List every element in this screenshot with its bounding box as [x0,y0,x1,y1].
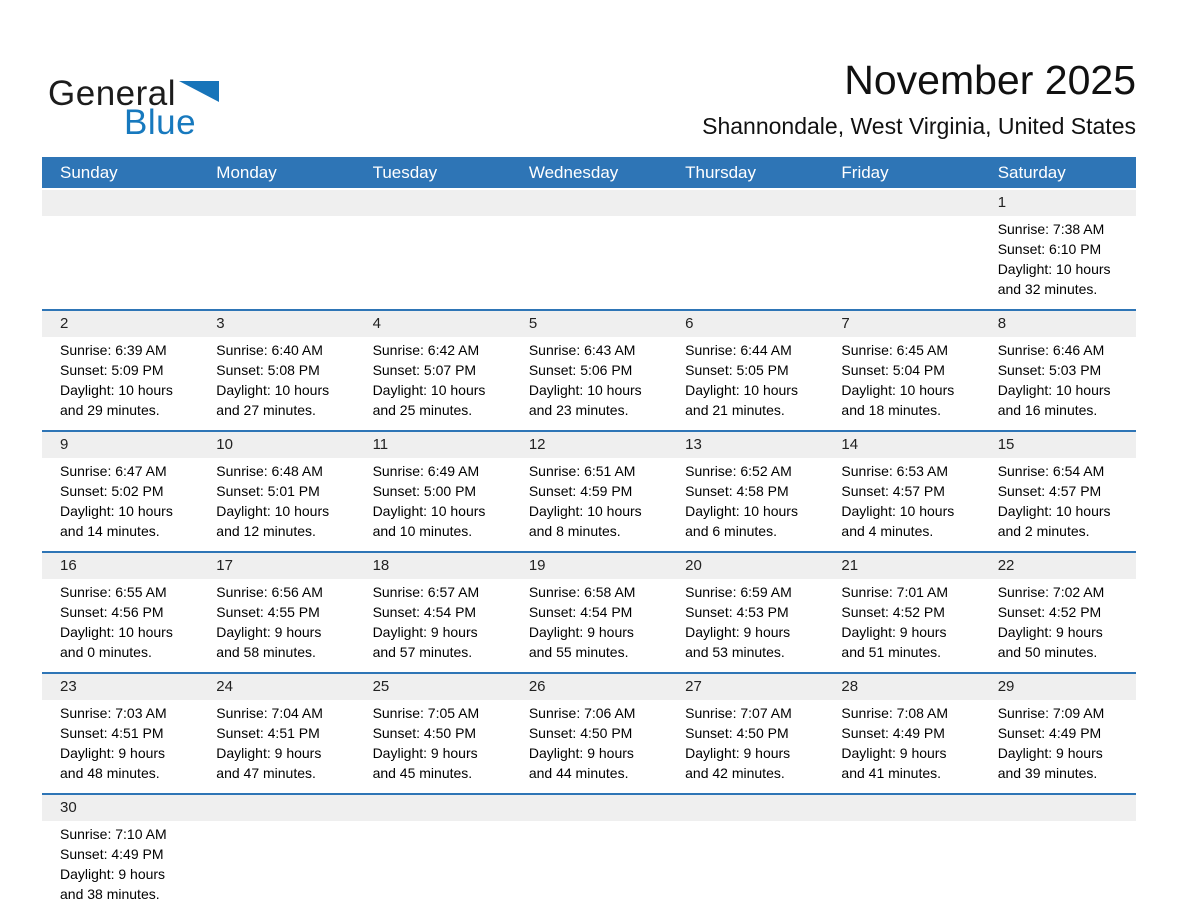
day-detail-line: Sunrise: 6:51 AM [528,463,636,479]
weekday-header-sunday: Sunday [60,163,118,182]
empty-day-cell [667,190,823,307]
empty-day-cell [355,190,511,307]
day-cell-25 [355,674,511,791]
day-detail-line: Daylight: 9 hours [685,745,791,761]
day-number: 4 [355,311,511,337]
day-number: 9 [42,432,198,458]
day-detail-line: Sunrise: 6:39 AM [60,342,167,358]
day-number: 23 [42,674,198,700]
day-details [355,337,511,428]
general-blue-logo [48,76,219,140]
day-detail-line: Sunrise: 7:07 AM [685,705,792,721]
day-details [980,579,1136,670]
day-detail-line: Daylight: 9 hours [216,745,322,761]
empty-day-cell [667,795,823,912]
day-detail-line: Sunset: 4:51 PM [216,725,320,741]
day-detail-line: and 10 minutes. [372,523,473,539]
logo-text-blue: Blue [124,103,197,142]
day-cell-3 [198,311,354,428]
day-number: 19 [511,553,667,579]
weekday-header-tuesday: Tuesday [372,163,438,182]
day-detail-line: Sunset: 4:57 PM [997,483,1102,499]
day-number [823,190,979,216]
day-cell-26 [511,674,667,791]
day-detail-line: Daylight: 10 hours [997,261,1111,277]
day-detail-line: Daylight: 10 hours [216,503,330,519]
day-number: 7 [823,311,979,337]
day-detail-line: Sunrise: 7:03 AM [60,705,167,721]
day-cell-22 [980,553,1136,670]
day-cell-1 [980,190,1136,307]
day-details [667,216,823,296]
day-detail-line: Daylight: 10 hours [216,382,330,398]
day-detail-line: Sunset: 5:01 PM [216,483,320,499]
day-detail-line: Sunrise: 6:54 AM [997,463,1105,479]
day-detail-line: Daylight: 10 hours [528,382,642,398]
day-detail-line: Daylight: 9 hours [528,745,634,761]
day-cell-9 [42,432,198,549]
day-detail-line: and 8 minutes. [528,523,621,539]
day-cell-15 [980,432,1136,549]
day-detail-line: and 32 minutes. [997,281,1098,297]
day-number: 29 [980,674,1136,700]
day-cell-21 [823,553,979,670]
day-detail-line: Sunrise: 7:02 AM [997,584,1105,600]
day-detail-line: Daylight: 9 hours [216,624,322,640]
day-detail-line: Sunrise: 6:59 AM [685,584,792,600]
day-detail-line: and 2 minutes. [997,523,1090,539]
day-detail-line: Daylight: 9 hours [841,745,947,761]
day-details [980,337,1136,428]
day-number: 18 [355,553,511,579]
day-cell-11 [355,432,511,549]
day-number: 24 [198,674,354,700]
day-detail-line: and 6 minutes. [685,523,777,539]
day-details [823,337,979,428]
day-detail-line: and 44 minutes. [528,765,629,781]
day-cell-7 [823,311,979,428]
day-details [198,216,354,296]
day-detail-line: and 16 minutes. [997,402,1098,418]
day-details [511,458,667,549]
day-cell-4 [355,311,511,428]
day-detail-line: and 47 minutes. [216,765,316,781]
day-details [980,216,1136,307]
day-cell-28 [823,674,979,791]
day-detail-line: and 51 minutes. [841,644,942,660]
title-block [702,58,1136,141]
day-number: 3 [198,311,354,337]
day-detail-line: and 21 minutes. [685,402,785,418]
day-detail-line: Sunrise: 6:45 AM [841,342,949,358]
empty-day-cell [511,190,667,307]
weekday-header-saturday: Saturday [997,163,1066,182]
day-details [198,337,354,428]
day-number [355,190,511,216]
day-detail-line: Sunset: 5:02 PM [60,483,164,499]
day-details [980,458,1136,549]
day-detail-line: Sunset: 5:08 PM [216,362,320,378]
day-number: 20 [667,553,823,579]
day-detail-line: Sunrise: 6:57 AM [372,584,480,600]
day-number: 5 [511,311,667,337]
day-detail-line: Sunset: 4:52 PM [997,604,1102,620]
day-number: 11 [355,432,511,458]
day-detail-line: and 0 minutes. [60,644,152,660]
day-detail-line: Sunset: 4:55 PM [216,604,320,620]
day-number: 14 [823,432,979,458]
day-detail-line: Daylight: 9 hours [841,624,947,640]
day-detail-line: Daylight: 9 hours [997,624,1103,640]
day-detail-line: and 14 minutes. [60,523,160,539]
day-detail-line: and 41 minutes. [841,765,942,781]
day-cell-17 [198,553,354,670]
day-detail-line: Daylight: 9 hours [997,745,1103,761]
day-detail-line: and 25 minutes. [372,402,473,418]
day-detail-line: and 29 minutes. [60,402,160,418]
day-detail-line: Daylight: 10 hours [372,503,486,519]
day-detail-line: Sunrise: 7:05 AM [372,705,480,721]
page-subtitle: Shannondale, West Virginia, United States [702,113,1136,140]
day-detail-line: Sunrise: 6:52 AM [685,463,792,479]
week-row-1 [42,190,1136,307]
day-detail-line: Sunrise: 6:43 AM [528,342,636,358]
day-details [511,216,667,296]
day-detail-line: Sunrise: 7:09 AM [997,705,1105,721]
weekday-header-friday: Friday [841,163,889,182]
day-detail-line: Daylight: 10 hours [372,382,486,398]
empty-day-cell [42,190,198,307]
day-detail-line: Sunset: 4:51 PM [60,725,164,741]
day-number [511,795,667,821]
day-detail-line: Sunset: 4:56 PM [60,604,164,620]
day-detail-line: and 50 minutes. [997,644,1098,660]
day-cell-13 [667,432,823,549]
day-details [823,216,979,296]
day-detail-line: Daylight: 10 hours [685,503,798,519]
day-detail-line: Sunset: 4:58 PM [685,483,789,499]
day-detail-line: and 39 minutes. [997,765,1098,781]
day-detail-line: Sunset: 4:57 PM [841,483,945,499]
day-details [42,821,198,912]
day-detail-line: and 48 minutes. [60,765,160,781]
day-cell-2 [42,311,198,428]
day-cell-20 [667,553,823,670]
day-detail-line: Daylight: 10 hours [685,382,798,398]
week-row-5 [42,672,1136,791]
day-detail-line: Daylight: 9 hours [372,624,478,640]
day-details [667,337,823,428]
empty-day-cell [511,795,667,912]
day-detail-line: Sunset: 5:03 PM [997,362,1102,378]
day-cell-23 [42,674,198,791]
day-details [823,579,979,670]
day-number: 27 [667,674,823,700]
day-detail-line: Sunrise: 7:38 AM [997,221,1105,237]
day-detail-line: Sunrise: 7:01 AM [841,584,949,600]
day-detail-line: and 58 minutes. [216,644,316,660]
day-number: 30 [42,795,198,821]
day-detail-line: Sunset: 4:50 PM [528,725,633,741]
week-row-4 [42,551,1136,670]
week-row-2 [42,309,1136,428]
day-detail-line: Sunrise: 7:10 AM [60,826,167,842]
day-detail-line: and 4 minutes. [841,523,934,539]
day-detail-line: Sunset: 4:49 PM [997,725,1102,741]
day-cell-18 [355,553,511,670]
day-detail-line: Daylight: 9 hours [685,624,791,640]
day-detail-line: Sunset: 4:59 PM [528,483,633,499]
day-detail-line: Sunrise: 6:44 AM [685,342,792,358]
day-detail-line: Sunrise: 6:47 AM [60,463,167,479]
day-details [198,458,354,549]
day-detail-line: Sunset: 5:06 PM [528,362,633,378]
page-title: November 2025 [844,57,1136,103]
day-details [42,216,198,296]
day-detail-line: Sunrise: 6:48 AM [216,463,323,479]
day-detail-line: Daylight: 9 hours [60,745,166,761]
logo-text-general: General [48,74,177,113]
day-detail-line: and 27 minutes. [216,402,316,418]
day-details [355,700,511,791]
day-detail-line: Daylight: 9 hours [528,624,634,640]
day-details [667,458,823,549]
empty-day-cell [198,190,354,307]
day-detail-line: and 23 minutes. [528,402,629,418]
day-detail-line: and 53 minutes. [685,644,785,660]
day-detail-line: Sunrise: 6:58 AM [528,584,636,600]
day-details [198,579,354,670]
day-details [42,579,198,670]
day-detail-line: Sunset: 4:54 PM [528,604,633,620]
day-number: 12 [511,432,667,458]
weekday-header-monday: Monday [216,163,277,182]
day-details [198,700,354,791]
day-number [355,795,511,821]
day-number: 22 [980,553,1136,579]
weekday-header-row [42,157,1136,188]
day-detail-line: Sunset: 4:50 PM [372,725,477,741]
day-detail-line: and 45 minutes. [372,765,473,781]
day-number [42,190,198,216]
calendar-weeks [42,190,1136,912]
day-detail-line: Sunrise: 6:42 AM [372,342,480,358]
day-detail-line: Sunrise: 6:56 AM [216,584,323,600]
day-detail-line: and 42 minutes. [685,765,785,781]
day-details [511,821,667,901]
day-number: 10 [198,432,354,458]
day-details [198,821,354,901]
day-details [511,579,667,670]
day-cell-29 [980,674,1136,791]
day-details [667,821,823,901]
day-cell-24 [198,674,354,791]
day-number: 2 [42,311,198,337]
day-detail-line: Daylight: 10 hours [60,382,173,398]
empty-day-cell [823,190,979,307]
day-detail-line: and 55 minutes. [528,644,629,660]
day-number: 1 [980,190,1136,216]
day-number: 25 [355,674,511,700]
empty-day-cell [823,795,979,912]
day-number: 16 [42,553,198,579]
day-details [980,700,1136,791]
day-detail-line: Sunrise: 7:04 AM [216,705,323,721]
day-number: 13 [667,432,823,458]
day-cell-14 [823,432,979,549]
empty-day-cell [980,795,1136,912]
day-details [823,821,979,901]
day-details [823,458,979,549]
logo-triangle-icon [179,80,219,102]
day-detail-line: Sunset: 4:50 PM [685,725,789,741]
day-details [511,337,667,428]
day-detail-line: Daylight: 10 hours [841,503,955,519]
day-details [355,216,511,296]
day-details [823,700,979,791]
day-cell-16 [42,553,198,670]
day-detail-line: and 38 minutes. [60,886,160,902]
day-details [355,579,511,670]
day-details [355,821,511,901]
day-detail-line: Sunset: 4:52 PM [841,604,945,620]
day-number: 6 [667,311,823,337]
day-number: 17 [198,553,354,579]
day-detail-line: and 12 minutes. [216,523,316,539]
day-number [667,795,823,821]
day-detail-line: and 57 minutes. [372,644,473,660]
day-detail-line: Sunset: 5:05 PM [685,362,789,378]
day-detail-line: Sunset: 5:09 PM [60,362,164,378]
day-cell-6 [667,311,823,428]
day-detail-line: Sunset: 4:54 PM [372,604,477,620]
weekday-header-wednesday: Wednesday [528,163,619,182]
day-detail-line: Daylight: 10 hours [841,382,955,398]
day-detail-line: Daylight: 10 hours [60,624,173,640]
day-detail-line: Sunrise: 6:55 AM [60,584,167,600]
day-details [667,579,823,670]
day-detail-line: Sunset: 5:04 PM [841,362,945,378]
day-cell-27 [667,674,823,791]
day-number: 21 [823,553,979,579]
day-detail-line: Daylight: 10 hours [997,382,1111,398]
day-number [823,795,979,821]
day-cell-8 [980,311,1136,428]
day-detail-line: Daylight: 10 hours [60,503,173,519]
day-detail-line: and 18 minutes. [841,402,942,418]
day-detail-line: Daylight: 10 hours [528,503,642,519]
day-number [198,190,354,216]
day-number [667,190,823,216]
empty-day-cell [355,795,511,912]
day-detail-line: Sunrise: 7:06 AM [528,705,636,721]
weekday-header-thursday: Thursday [685,163,756,182]
day-number: 26 [511,674,667,700]
day-detail-line: Daylight: 10 hours [997,503,1111,519]
day-detail-line: Sunset: 4:49 PM [60,846,164,862]
day-detail-line: Sunset: 4:53 PM [685,604,789,620]
day-detail-line: Sunrise: 7:08 AM [841,705,949,721]
week-row-3 [42,430,1136,549]
day-details [511,700,667,791]
day-cell-5 [511,311,667,428]
day-number: 15 [980,432,1136,458]
day-detail-line: Daylight: 9 hours [372,745,478,761]
day-details [42,458,198,549]
day-detail-line: Sunrise: 6:40 AM [216,342,323,358]
week-row-6 [42,793,1136,912]
day-cell-19 [511,553,667,670]
day-number: 8 [980,311,1136,337]
day-number [511,190,667,216]
day-detail-line: Sunset: 4:49 PM [841,725,945,741]
day-details [667,700,823,791]
day-details [355,458,511,549]
day-detail-line: Daylight: 9 hours [60,866,166,882]
day-detail-line: Sunrise: 6:49 AM [372,463,480,479]
day-detail-line: Sunset: 6:10 PM [997,241,1102,257]
day-number [198,795,354,821]
empty-day-cell [198,795,354,912]
day-details [42,700,198,791]
day-number: 28 [823,674,979,700]
day-detail-line: Sunrise: 6:53 AM [841,463,949,479]
day-cell-10 [198,432,354,549]
day-details [980,821,1136,901]
day-details [42,337,198,428]
day-cell-12 [511,432,667,549]
day-detail-line: Sunset: 5:07 PM [372,362,477,378]
day-detail-line: Sunset: 5:00 PM [372,483,477,499]
day-detail-line: Sunrise: 6:46 AM [997,342,1105,358]
day-number [980,795,1136,821]
calendar-table [42,157,1136,912]
day-cell-30 [42,795,198,912]
